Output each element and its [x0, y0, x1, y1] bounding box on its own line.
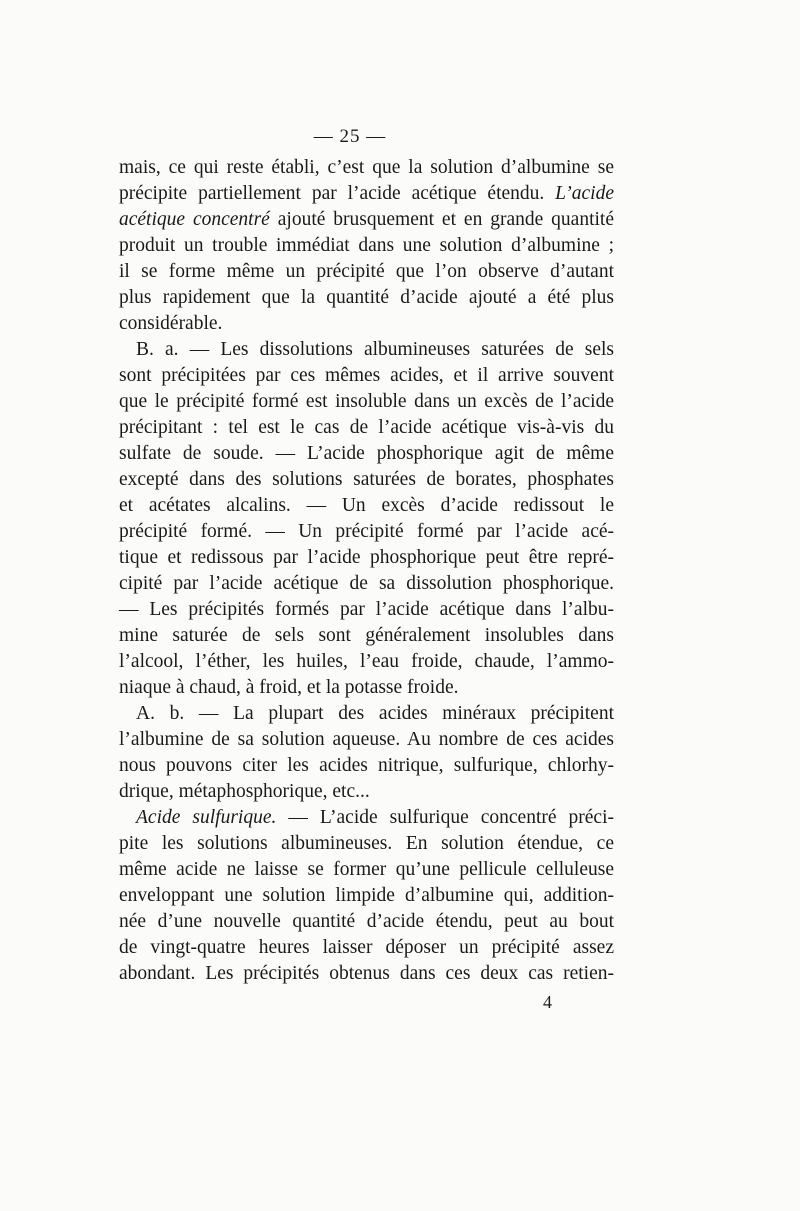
text-line: il se forme même un précipité que l’on observe d’autant [119, 261, 614, 282]
text-line: produit un trouble immédiat dans une solution d’albumine ; [119, 235, 614, 256]
text-line: B. a. — Les dissolutions albumineuses saturées de sels [136, 339, 614, 360]
text-line: et acétates alcalins. — Un excès d’acide redissout le [119, 495, 614, 516]
page-number: — 25 — [313, 126, 387, 147]
text-line: excepté dans des solutions saturées de borates, phosphates [119, 469, 614, 490]
text-line: enveloppant une solution limpide d’albumine qui, addition- [119, 885, 614, 906]
text-line: Acide sulfurique. — L’acide sulfurique concentré préci- [136, 807, 615, 828]
text-line: plus rapidement que la quantité d’acide ajouté a été plus [119, 287, 614, 308]
text-line: pite les solutions albumineuses. En solution étendue, ce [119, 833, 614, 854]
text-line: mine saturée de sels sont généralement insolubles dans [119, 625, 614, 646]
text-line: l’albumine de sa solution aqueuse. Au nombre de ces acides [119, 729, 614, 750]
signature-mark: 4 [543, 992, 552, 1012]
text-line: que le précipité formé est insoluble dans un excès de l’acide [119, 391, 614, 412]
text-line: mais, ce qui reste établi, c’est que la solution d’albumine se [119, 157, 614, 178]
text-line: précipite partiellement par l’acide acétique étendu. L’acide [119, 183, 614, 204]
text-line: drique, métaphosphorique, etc... [119, 781, 370, 802]
text-line: précipitant : tel est le cas de l’acide acétique vis-à-vis du [119, 417, 614, 438]
text-line: de vingt-quatre heures laisser déposer un précipité assez [119, 937, 614, 958]
text-line: l’alcool, l’éther, les huiles, l’eau froide, chaude, l’ammo- [119, 651, 614, 672]
text-line: cipité par l’acide acétique de sa dissolution phosphorique. [119, 573, 614, 594]
text-line: née d’une nouvelle quantité d’acide étendu, peut au bout [119, 911, 614, 932]
body-text [119, 155, 614, 987]
text-line: niaque à chaud, à froid, et la potasse froide. [119, 677, 459, 698]
text-line: tique et redissous par l’acide phosphorique peut être repré- [119, 547, 614, 568]
text-line: considérable. [119, 313, 223, 334]
text-line: A. b. — La plupart des acides minéraux précipitent [136, 703, 614, 724]
text-line: nous pouvons citer les acides nitrique, sulfurique, chlorhy- [119, 755, 614, 776]
text-line: sulfate de soude. — L’acide phosphorique agit de même [119, 443, 614, 464]
text-line: — Les précipités formés par l’acide acétique dans l’albu- [119, 599, 614, 620]
text-line: sont précipitées par ces mêmes acides, et il arrive souvent [119, 365, 614, 386]
text-line: acétique concentré ajouté brusquement et en grande quantité [119, 209, 614, 230]
text-line: abondant. Les précipités obtenus dans ces deux cas retien- [119, 963, 614, 984]
text-line: précipité formé. — Un précipité formé par l’acide acé- [119, 521, 614, 542]
text-line: même acide ne laisse se former qu’une pellicule celluleuse [119, 859, 614, 880]
